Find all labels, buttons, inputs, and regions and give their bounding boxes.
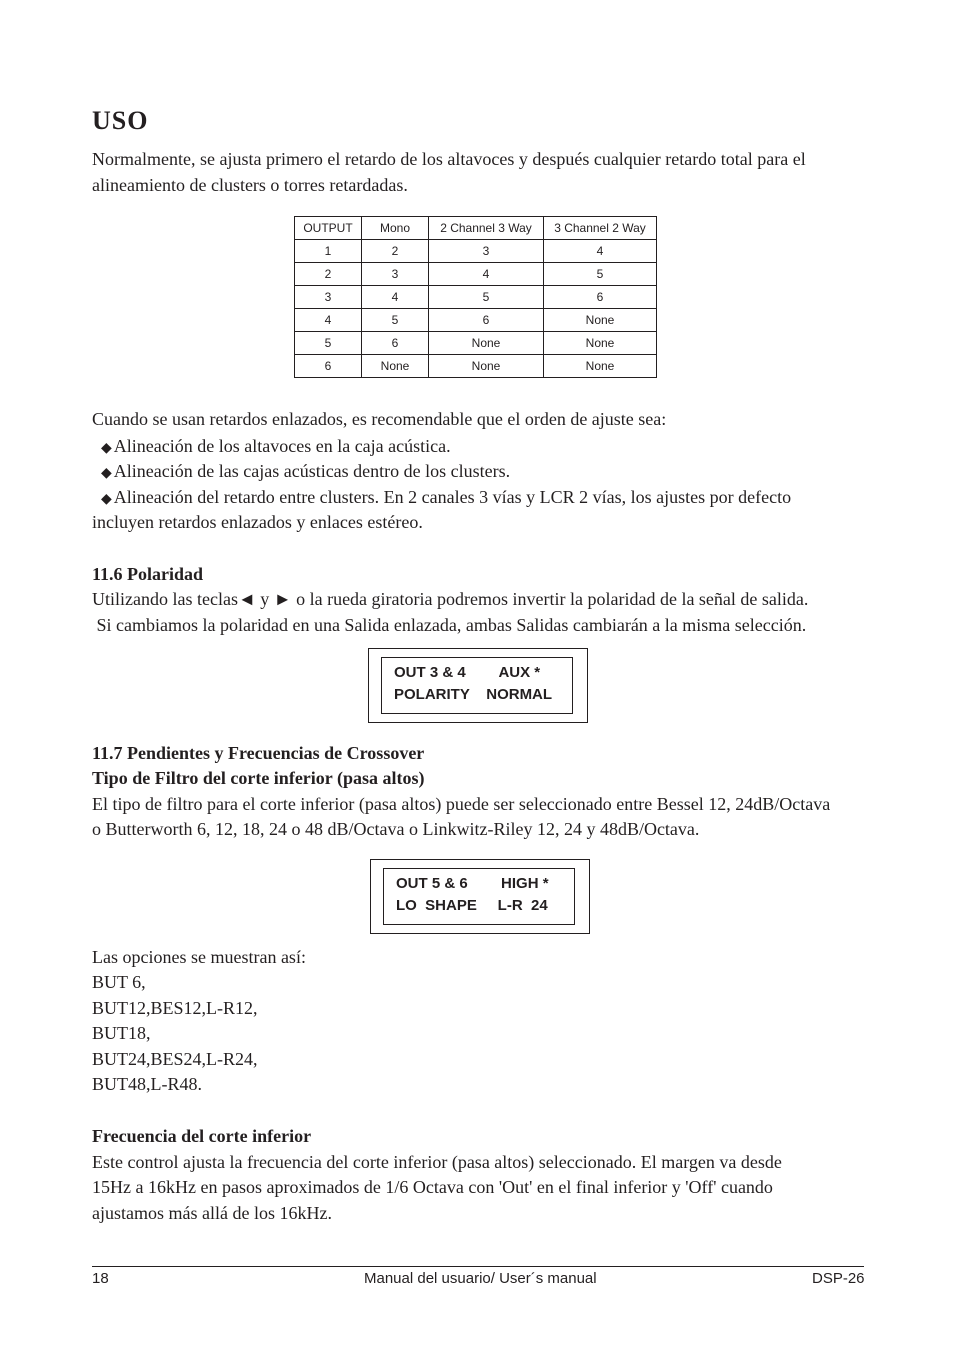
footer-model: DSP-26 — [812, 1270, 865, 1287]
option-item: BUT18, — [92, 1023, 151, 1043]
polarity-heading: 11.6 Polaridad — [92, 564, 204, 584]
footer-divider — [92, 1266, 864, 1267]
lcd-screen — [381, 657, 573, 714]
output-routing-table — [294, 216, 657, 378]
table-header-cell: Mono — [362, 217, 429, 240]
frequency-line-1: Este control ajusta la frecuencia del corte inferior (pasa altos) seleccionado. El margen va desde — [92, 1152, 782, 1172]
linked-intro: Cuando se usan retardos enlazados, es recomendable que el orden de ajuste sea: — [92, 409, 667, 429]
table-cell: 5 — [362, 309, 429, 332]
table-row — [295, 263, 657, 286]
polarity-line-2: Si cambiamos la polaridad en una Salida enlazada, ambas Salidas cambiarán a la misma selección. — [92, 615, 807, 635]
bullet-text: Alineación de los altavoces en la caja acústica. — [113, 436, 451, 456]
frequency-line-3: ajustamos más allá de los 16kHz. — [92, 1203, 332, 1223]
table-cell: None — [362, 355, 429, 378]
diamond-bullet-icon: ◆ — [101, 441, 112, 456]
polarity-lcd-display — [368, 648, 588, 723]
table-cell: None — [429, 332, 544, 355]
table-cell: 6 — [544, 286, 657, 309]
table-cell: None — [544, 332, 657, 355]
table-cell: 2 — [362, 240, 429, 263]
page-number: 18 — [92, 1270, 109, 1287]
table-cell: 5 — [544, 263, 657, 286]
table-header-cell: OUTPUT — [295, 217, 362, 240]
table-row — [295, 355, 657, 378]
table-cell: 5 — [295, 332, 362, 355]
footer-manual-title: Manual del usuario/ User´s manual — [364, 1270, 597, 1287]
intro-line-2: alineamiento de clusters o torres retardadas. — [92, 175, 408, 195]
lcd-line-1: OUT 3 & 4 AUX * — [394, 664, 541, 681]
table-cell: 1 — [295, 240, 362, 263]
option-item: BUT 6, — [92, 972, 146, 992]
diamond-bullet-icon: ◆ — [101, 492, 112, 507]
table-cell: 3 — [362, 263, 429, 286]
crossover-subheading: Tipo de Filtro del corte inferior (pasa altos) — [92, 768, 425, 788]
options-intro: Las opciones se muestran así: — [92, 947, 306, 967]
crossover-line-2: o Butterworth 6, 12, 18, 24 o 48 dB/Octava o Linkwitz-Riley 12, 24 y 48dB/Octava. — [92, 819, 700, 839]
table-cell: 4 — [544, 240, 657, 263]
table-cell: None — [429, 355, 544, 378]
polarity-line-1: Utilizando las teclas◄ y ► o la rueda giratoria podremos invertir la polaridad de la señal de salida. — [92, 589, 809, 609]
frequency-heading: Frecuencia del corte inferior — [92, 1126, 312, 1146]
crossover-heading: 11.7 Pendientes y Frecuencias de Crossover — [92, 743, 425, 763]
lcd-line-1: OUT 5 & 6 HIGH * — [396, 875, 549, 892]
lcd-line-2: POLARITY NORMAL — [394, 686, 553, 703]
table-cell: 3 — [295, 286, 362, 309]
diamond-bullet-icon: ◆ — [101, 466, 112, 481]
table-cell: 6 — [362, 332, 429, 355]
table-header-row — [295, 217, 657, 240]
crossover-line-1: El tipo de filtro para el corte inferior (pasa altos) puede ser seleccionado entre Bessel 12, 24dB/Octava — [92, 794, 831, 814]
lcd-line-2: LO SHAPE L-R 24 — [396, 897, 548, 914]
bullet-text: Alineación de las cajas acústicas dentro de los clusters. — [113, 461, 511, 481]
table-cell: 2 — [295, 263, 362, 286]
lcd-screen — [383, 868, 575, 925]
option-item: BUT12,BES12,L-R12, — [92, 998, 258, 1018]
bullet-text: Alineación del retardo entre clusters. En 2 canales 3 vías y LCR 2 vías, los ajustes por defecto — [113, 487, 792, 507]
table-cell: None — [544, 309, 657, 332]
page-title: USO — [92, 106, 149, 135]
table-cell: 3 — [429, 240, 544, 263]
table-cell: 6 — [429, 309, 544, 332]
table-header-cell: 3 Channel 2 Way — [544, 217, 657, 240]
table-row — [295, 240, 657, 263]
table-cell: 4 — [429, 263, 544, 286]
table-cell: 4 — [362, 286, 429, 309]
frequency-line-2: 15Hz a 16kHz en pasos aproximados de 1/6 Octava con 'Out' en el final inferior y 'Off' cuando — [92, 1177, 773, 1197]
bullet-continuation: incluyen retardos enlazados y enlaces estéreo. — [92, 512, 423, 532]
table-row — [295, 309, 657, 332]
table-cell: 6 — [295, 355, 362, 378]
table-row — [295, 332, 657, 355]
table-cell: 5 — [429, 286, 544, 309]
table-row — [295, 286, 657, 309]
bullet-item — [101, 458, 510, 487]
option-item: BUT24,BES24,L-R24, — [92, 1049, 258, 1069]
table-cell: 4 — [295, 309, 362, 332]
table-cell: None — [544, 355, 657, 378]
table-header-cell: 2 Channel 3 Way — [429, 217, 544, 240]
intro-line-1: Normalmente, se ajusta primero el retardo de los altavoces y después cualquier retardo total para el — [92, 149, 806, 169]
option-item: BUT48,L-R48. — [92, 1074, 202, 1094]
lo-shape-lcd-display — [370, 859, 590, 934]
